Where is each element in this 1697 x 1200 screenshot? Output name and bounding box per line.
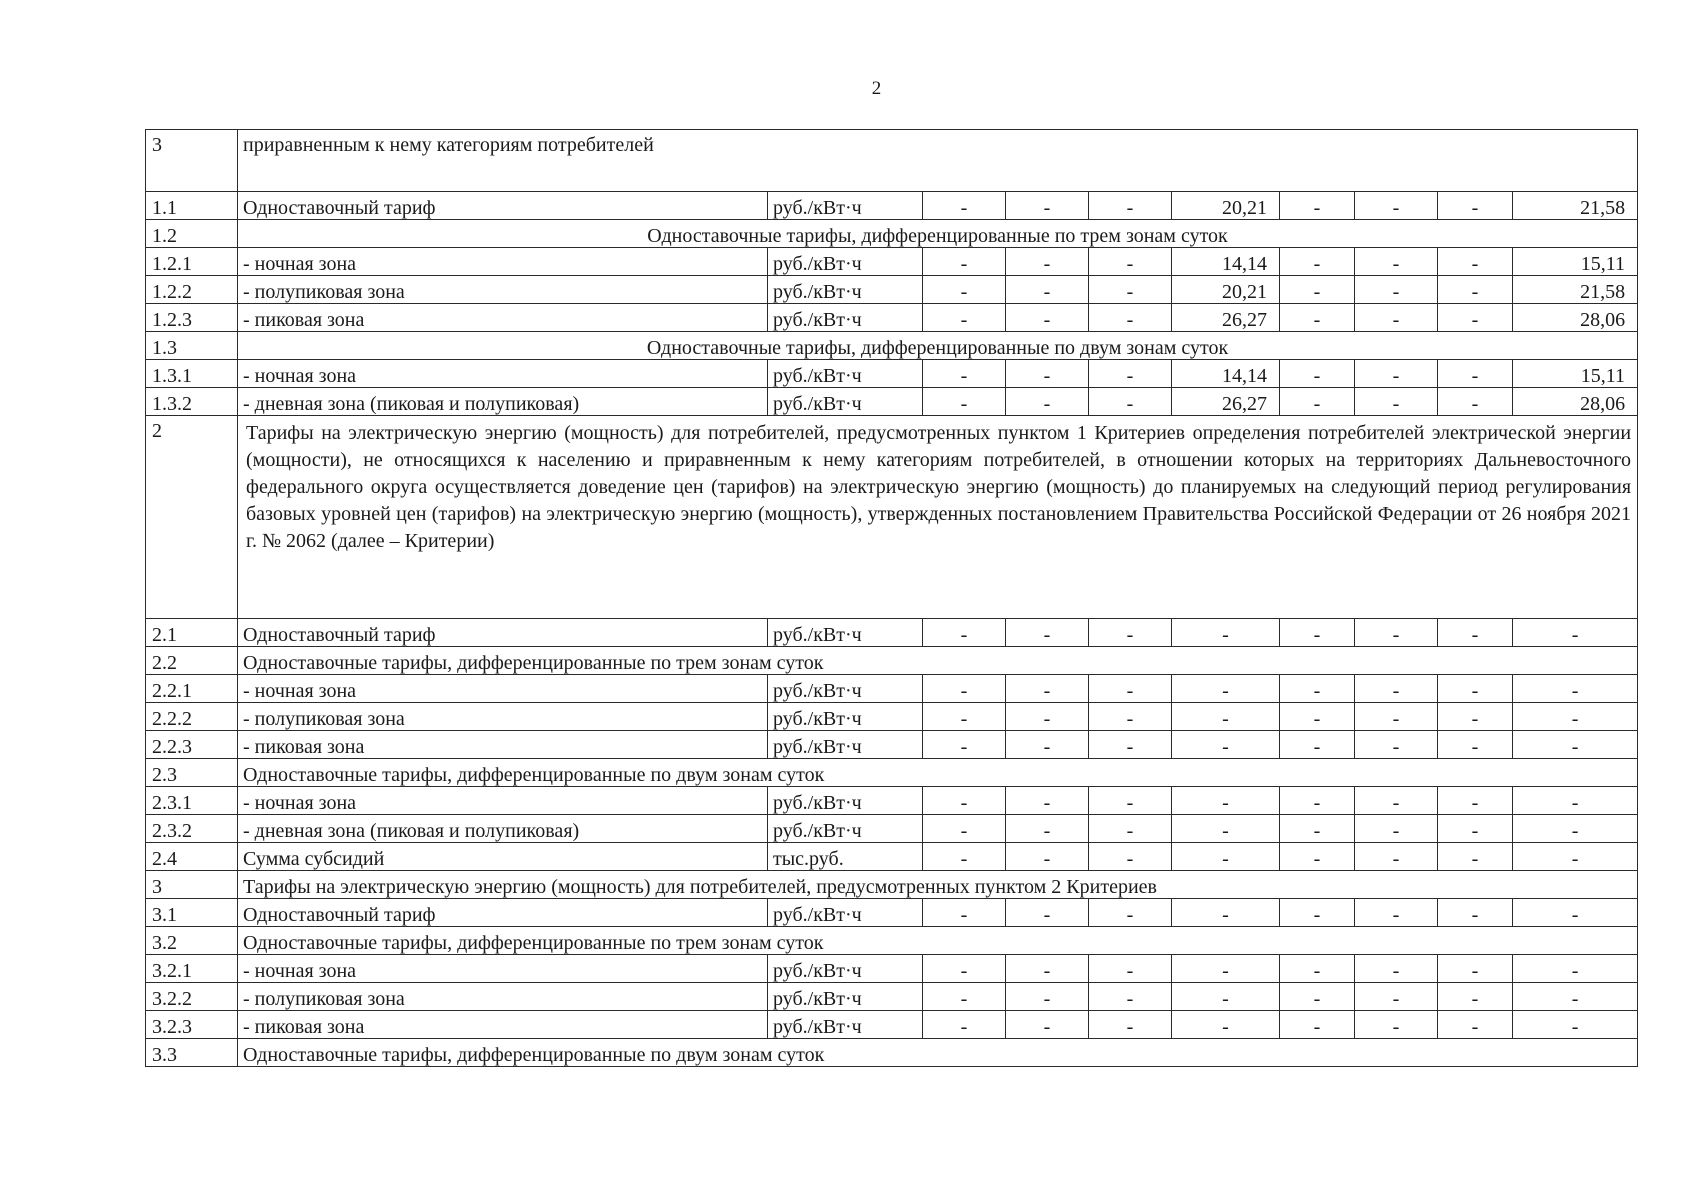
row-label: - дневная зона (пиковая и полупиковая) [238,388,768,416]
row-unit: руб./кВт·ч [768,899,923,927]
value-cell: - [1280,675,1355,703]
row-number: 3 [146,871,238,899]
row-label: - пиковая зона [238,304,768,332]
value-cell: - [1172,983,1280,1011]
section-heading: Одноставочные тарифы, дифференцированные по трем зонам суток [238,647,1638,675]
row-unit: руб./кВт·ч [768,955,923,983]
value-cell: - [1355,955,1438,983]
row-unit: тыс.руб. [768,843,923,871]
value-cell: - [1280,731,1355,759]
value-cell: - [1355,248,1438,276]
value-cell: - [1172,899,1280,927]
table-row [146,731,1638,759]
row-number: 1.1 [146,192,238,220]
value-cell: - [923,983,1006,1011]
value-cell: - [1280,843,1355,871]
value-cell: - [1438,619,1513,647]
section-heading: Одноставочные тарифы, дифференцированные по двум зонам суток [238,332,1638,360]
row-label: - ночная зона [238,248,768,276]
row-number: 2.3 [146,759,238,787]
row-unit: руб./кВт·ч [768,731,923,759]
row-number: 2.3.2 [146,815,238,843]
row-label: - пиковая зона [238,731,768,759]
row-label: - дневная зона (пиковая и полупиковая) [238,815,768,843]
row-number: 3.2.2 [146,983,238,1011]
table-row [146,416,1638,619]
value-cell: - [1006,1011,1089,1039]
value-cell: - [1006,787,1089,815]
value-cell: - [1089,731,1172,759]
value-cell: 20,21 [1172,276,1280,304]
value-cell: - [1438,703,1513,731]
section-heading: Тарифы на электрическую энергию (мощность) для потребителей, предусмотренных пунктом 2 Критериев [238,871,1638,899]
value-cell: - [1513,955,1638,983]
value-cell: - [1280,1011,1355,1039]
row-number: 1.2.2 [146,276,238,304]
row-number: 3.2.1 [146,955,238,983]
value-cell: - [1438,787,1513,815]
value-cell: - [1280,360,1355,388]
value-cell: - [1438,192,1513,220]
value-cell: 14,14 [1172,248,1280,276]
tariff-table-body [146,130,1638,1067]
value-cell: - [1438,843,1513,871]
table-row [146,248,1638,276]
row-number: 3.1 [146,899,238,927]
tariff-table [145,129,1638,1067]
table-row [146,130,1638,192]
value-cell: - [1172,955,1280,983]
value-cell: - [1006,360,1089,388]
row-number: 2.3.1 [146,787,238,815]
value-cell: - [1513,1011,1638,1039]
value-cell: - [1438,1011,1513,1039]
value-cell: - [1006,815,1089,843]
value-cell: - [1089,815,1172,843]
value-cell: - [1172,787,1280,815]
row-unit: руб./кВт·ч [768,388,923,416]
row-unit: руб./кВт·ч [768,703,923,731]
value-cell: - [1089,276,1172,304]
value-cell: - [923,360,1006,388]
table-row [146,899,1638,927]
row-label: - ночная зона [238,787,768,815]
value-cell: 26,27 [1172,388,1280,416]
value-cell: - [923,388,1006,416]
row-number: 2 [146,416,238,619]
row-label: - полупиковая зона [238,703,768,731]
value-cell: - [1172,675,1280,703]
value-cell: 15,11 [1513,248,1638,276]
value-cell: - [923,248,1006,276]
value-cell: - [1355,360,1438,388]
value-cell: - [1089,703,1172,731]
table-row [146,927,1638,955]
row-number: 1.2 [146,220,238,248]
value-cell: - [1172,703,1280,731]
value-cell: - [1355,703,1438,731]
row-unit: руб./кВт·ч [768,360,923,388]
value-cell: - [923,955,1006,983]
row-unit: руб./кВт·ч [768,276,923,304]
table-row [146,1039,1638,1067]
table-row [146,843,1638,871]
value-cell: - [1089,983,1172,1011]
row-label: - ночная зона [238,955,768,983]
value-cell: - [1438,731,1513,759]
value-cell: - [1006,731,1089,759]
row-number: 2.4 [146,843,238,871]
section-heading: Одноставочные тарифы, дифференцированные по трем зонам суток [238,220,1638,248]
value-cell: - [923,899,1006,927]
value-cell: - [1438,899,1513,927]
value-cell: - [1438,815,1513,843]
row-number: 2.2 [146,647,238,675]
table-row [146,815,1638,843]
row-label: - полупиковая зона [238,983,768,1011]
section-heading: Одноставочные тарифы, дифференцированные по трем зонам суток [238,927,1638,955]
value-cell: - [1280,304,1355,332]
value-cell: - [923,843,1006,871]
value-cell: - [1006,703,1089,731]
row-number: 3.2.3 [146,1011,238,1039]
row-label: Одноставочный тариф [238,899,768,927]
table-row [146,787,1638,815]
value-cell: 28,06 [1513,388,1638,416]
value-cell: - [923,192,1006,220]
value-cell: - [1006,899,1089,927]
value-cell: - [1172,1011,1280,1039]
value-cell: - [1355,787,1438,815]
table-row [146,759,1638,787]
value-cell: - [1438,388,1513,416]
value-cell: - [1355,983,1438,1011]
section-heading: Одноставочные тарифы, дифференцированные по двум зонам суток [238,759,1638,787]
value-cell: - [1280,815,1355,843]
row-number: 3.2 [146,927,238,955]
value-cell: - [1006,983,1089,1011]
value-cell: - [1089,675,1172,703]
row-label: Одноставочный тариф [238,192,768,220]
value-cell: - [1089,192,1172,220]
value-cell: - [1006,388,1089,416]
table-row [146,675,1638,703]
row-number: 1.2.3 [146,304,238,332]
value-cell: - [923,619,1006,647]
value-cell: - [1438,983,1513,1011]
value-cell: - [1280,983,1355,1011]
value-cell: - [1513,703,1638,731]
table-row [146,360,1638,388]
value-cell: - [1513,619,1638,647]
value-cell: - [1355,899,1438,927]
value-cell: - [923,276,1006,304]
section-heading: приравненным к нему категориям потребителей [238,130,1638,192]
value-cell: - [1280,276,1355,304]
value-cell: 26,27 [1172,304,1280,332]
row-number: 1.3.2 [146,388,238,416]
value-cell: - [1438,248,1513,276]
value-cell: - [1089,304,1172,332]
value-cell: 14,14 [1172,360,1280,388]
value-cell: - [923,1011,1006,1039]
value-cell: - [1089,1011,1172,1039]
row-unit: руб./кВт·ч [768,675,923,703]
table-row [146,276,1638,304]
value-cell: - [1006,192,1089,220]
value-cell: - [1089,843,1172,871]
value-cell: - [1006,619,1089,647]
value-cell: - [1438,675,1513,703]
value-cell: - [1006,276,1089,304]
table-row [146,647,1638,675]
value-cell: - [1089,248,1172,276]
value-cell: - [1089,787,1172,815]
value-cell: - [1006,304,1089,332]
value-cell: - [1006,955,1089,983]
value-cell: - [1513,843,1638,871]
row-number: 1.3 [146,332,238,360]
value-cell: - [923,815,1006,843]
table-row [146,983,1638,1011]
value-cell: - [923,675,1006,703]
row-number: 2.2.3 [146,731,238,759]
table-row [146,220,1638,248]
value-cell: - [1438,304,1513,332]
row-label: - ночная зона [238,675,768,703]
value-cell: - [1280,955,1355,983]
value-cell: - [1280,787,1355,815]
value-cell: - [1089,899,1172,927]
row-unit: руб./кВт·ч [768,787,923,815]
value-cell: - [1280,248,1355,276]
value-cell: - [1513,787,1638,815]
table-row [146,955,1638,983]
table-row [146,192,1638,220]
table-row [146,332,1638,360]
section-heading: Одноставочные тарифы, дифференцированные по двум зонам суток [238,1039,1638,1067]
row-number: 2.2.1 [146,675,238,703]
value-cell: - [1355,1011,1438,1039]
row-number: 3 [146,130,238,192]
value-cell: - [1280,703,1355,731]
row-label: - полупиковая зона [238,276,768,304]
value-cell: - [1089,955,1172,983]
table-row [146,304,1638,332]
value-cell: - [923,787,1006,815]
value-cell: - [1280,619,1355,647]
row-number: 1.3.1 [146,360,238,388]
value-cell: - [1280,192,1355,220]
row-label: Сумма субсидий [238,843,768,871]
value-cell: - [923,731,1006,759]
value-cell: - [923,304,1006,332]
table-row [146,1011,1638,1039]
value-cell: - [1513,899,1638,927]
row-unit: руб./кВт·ч [768,192,923,220]
row-unit: руб./кВт·ч [768,304,923,332]
value-cell: - [1006,843,1089,871]
value-cell: - [1355,675,1438,703]
value-cell: 21,58 [1513,276,1638,304]
value-cell: - [1355,388,1438,416]
value-cell: - [1280,899,1355,927]
value-cell: 20,21 [1172,192,1280,220]
value-cell: - [1438,955,1513,983]
value-cell: - [1089,619,1172,647]
value-cell: - [1089,360,1172,388]
value-cell: - [1513,815,1638,843]
row-number: 2.1 [146,619,238,647]
row-label: - пиковая зона [238,1011,768,1039]
table-row [146,388,1638,416]
row-number: 2.2.2 [146,703,238,731]
value-cell: 21,58 [1513,192,1638,220]
page-number: 2 [871,78,882,99]
table-row [146,871,1638,899]
value-cell: - [1355,815,1438,843]
value-cell: 28,06 [1513,304,1638,332]
value-cell: - [1355,192,1438,220]
table-row [146,619,1638,647]
row-unit: руб./кВт·ч [768,619,923,647]
row-unit: руб./кВт·ч [768,1011,923,1039]
table-row [146,703,1638,731]
value-cell: - [1438,276,1513,304]
row-unit: руб./кВт·ч [768,983,923,1011]
value-cell: - [1355,304,1438,332]
value-cell: 15,11 [1513,360,1638,388]
row-number: 3.3 [146,1039,238,1067]
value-cell: - [1513,983,1638,1011]
row-number: 1.2.1 [146,248,238,276]
value-cell: - [1006,675,1089,703]
value-cell: - [1172,843,1280,871]
value-cell: - [1513,731,1638,759]
value-cell: - [1280,388,1355,416]
value-cell: - [1006,248,1089,276]
value-cell: - [1089,388,1172,416]
value-cell: - [1355,619,1438,647]
value-cell: - [1513,675,1638,703]
row-unit: руб./кВт·ч [768,815,923,843]
value-cell: - [1172,731,1280,759]
section-description: Тарифы на электрическую энергию (мощность) для потребителей, предусмотренных пунктом 1 Критериев определения потребителей электрической энергии (мощности), не относящихся к населению и приравненным к нему категориям потребителей, в отношении которых на территориях Дальневосточного федерального округа осуществляется доведение цен (тарифов) на электрическую энергию (мощность) до планируемых на следующий период регулирования базовых уровней цен (тарифов) на электрическую энергию (мощность), утвержденных постановлением Правительства Российской Федерации от 26 ноября 2021 г. № 2062 (далее – Критерии) [238,416,1638,619]
value-cell: - [1355,843,1438,871]
value-cell: - [1355,276,1438,304]
value-cell: - [1172,619,1280,647]
value-cell: - [1172,815,1280,843]
value-cell: - [1438,360,1513,388]
value-cell: - [923,703,1006,731]
row-label: Одноставочный тариф [238,619,768,647]
row-label: - ночная зона [238,360,768,388]
value-cell: - [1355,731,1438,759]
row-unit: руб./кВт·ч [768,248,923,276]
